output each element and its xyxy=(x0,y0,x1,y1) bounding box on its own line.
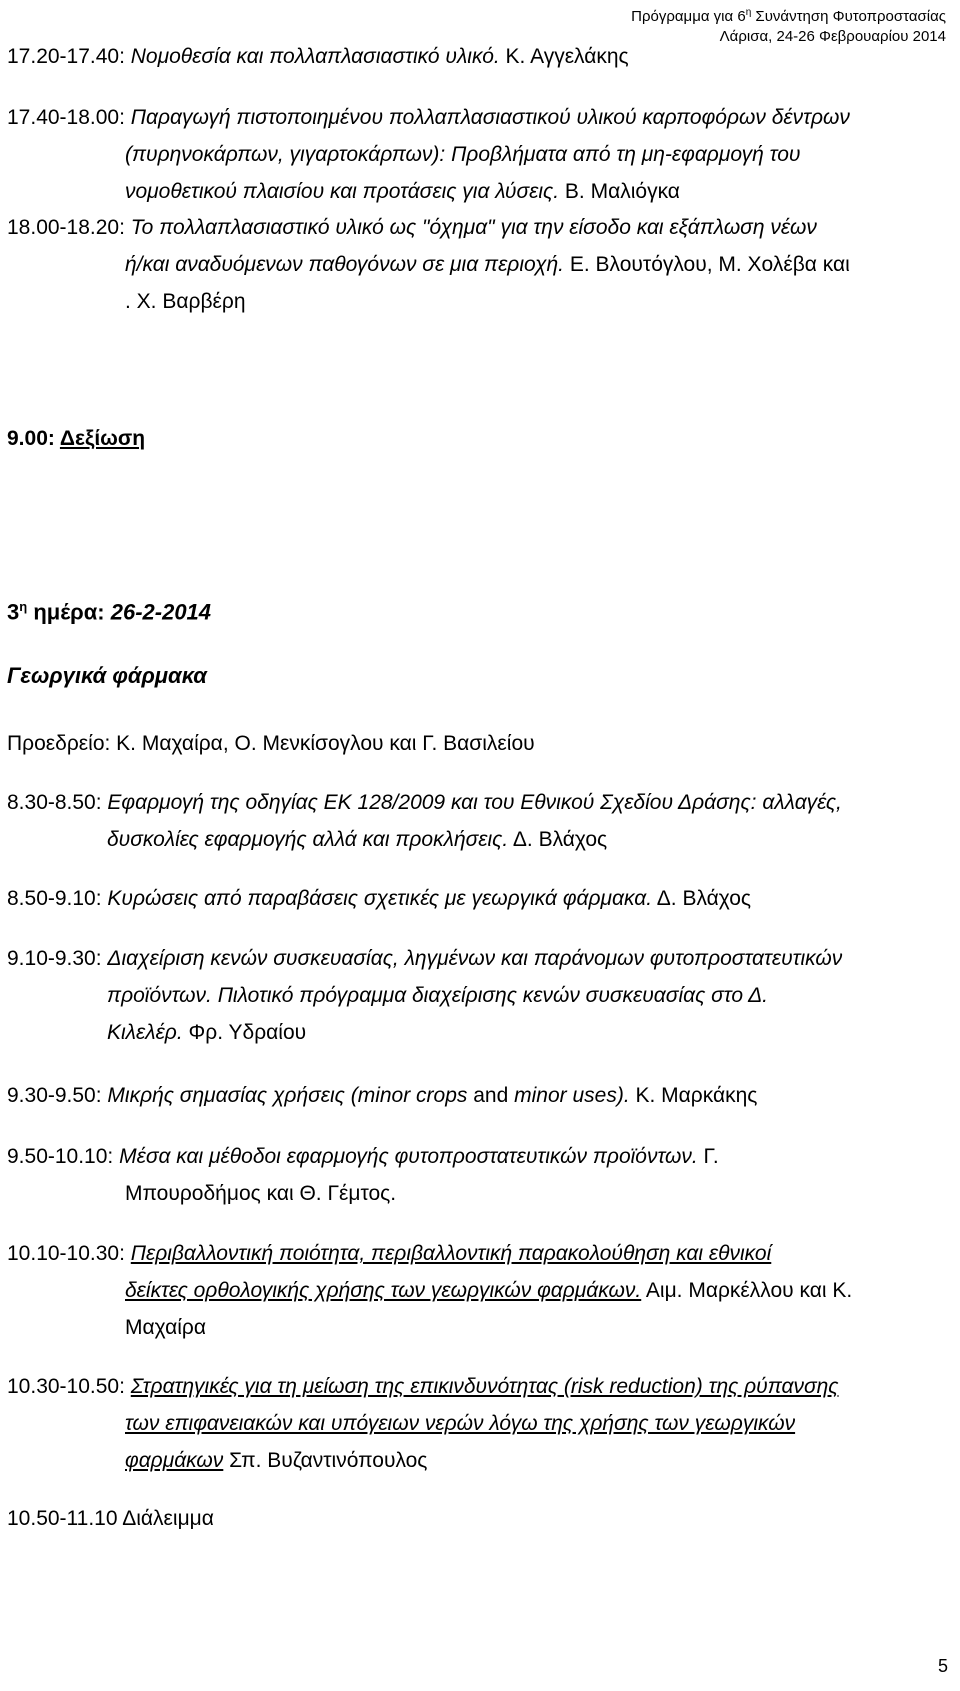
day-heading: $3^\eta$ ημέρα: 26-2-2014 xyxy=(7,599,212,625)
program-entry: 17.40-18.00: Παραγωγή πιστοποιημένου πολλαπλασιαστικού υλικού καρποφόρων δέντρων (πυρηνοκάρπων, γιγαρτοκάρπων): Προβλήματα από τη μη-εφαρμογή του νομοθετικού πλαισίου και προτάσεις για λύσεις. Β. Μαλιόγκα xyxy=(7,106,850,203)
header-line-2: Λάρισα, 24-26 Φεβρουαρίου 2014 xyxy=(719,28,946,45)
program-entry: 10.50-11.10 Διάλειμμα xyxy=(7,1507,214,1530)
program-entry: 8.30-8.50: Εφαρμογή της οδηγίας ΕΚ 128/2009 και του Εθνικού Σχεδίου Δράσης: αλλαγές, δυσκολίες εφαρμογής αλλά και προκλήσεις. Δ. Βλάχος xyxy=(7,791,842,851)
program-entry: 10.30-10.50: Στρατηγικές για τη μείωση της επικινδυνότητας (risk reduction) της ρύπανσης των επιφανειακών και υπόγειων νερών λόγω της χρήσης των γεωργικών φαρμάκων Σπ. Βυζαντινόπουλος xyxy=(7,1375,839,1472)
program-entry: 9.30-9.50: Μικρής σημασίας χρήσεις (minor crops and minor uses). Κ. Μαρκάκης xyxy=(7,1084,758,1107)
program-entry: 10.10-10.30: Περιβαλλοντική ποιότητα, περιβαλλοντική παρακολούθηση και εθνικοί δείκτες ορθολογικής χρήσης των γεωργικών φαρμάκων. Αιμ. Μαρκέλλου και Κ. Μαχαίρα xyxy=(7,1242,853,1339)
header-line-1: Πρόγραμμα για $6^\eta$ Συνάντηση Φυτοπροστασίας xyxy=(631,7,946,25)
program-entry: 18.00-18.20: Το πολλαπλασιαστικό υλικό ως "όχημα" για την είσοδο και εξάπλωση νέων ή/και αναδυόμενων παθογόνων σε μια περιοχή. Ε. Βλουτόγλου, Μ. Χολέβα και . Χ. Βαρβέρη xyxy=(7,216,850,313)
program-entry: 17.20-17.40: Νομοθεσία και πολλαπλασιαστικό υλικό. Κ. Αγγελάκης xyxy=(7,45,629,68)
program-entry: 9.50-10.10: Μέσα και μέθοδοι εφαρμογής φυτοπροστατευτικών προϊόντων. Γ. Μπουροδήμος και Θ. Γέμτος. xyxy=(7,1145,719,1205)
program-entry: 8.50-9.10: Κυρώσεις από παραβάσεις σχετικές με γεωργικά φάρμακα. Δ. Βλάχος xyxy=(7,887,752,910)
program-entry: 9.10-9.30: Διαχείριση κενών συσκευασίας, ληγμένων και παράνομων φυτοπροστατευτικών προϊόντων. Πιλοτικό πρόγραμμα διαχείρισης κενών συσκευασίας στο Δ. Κιλελέρ. Φρ. Υδραίου xyxy=(7,947,843,1044)
page-number: 5 xyxy=(937,1656,948,1676)
chairs: Προεδρείο: Κ. Μαχαίρα, Ο. Μενκίσογλου και Γ. Βασιλείου xyxy=(7,732,535,755)
session-title: Γεωργικά φάρμακα xyxy=(7,663,207,688)
reception-entry: 9.00: Δεξίωση xyxy=(7,427,146,450)
